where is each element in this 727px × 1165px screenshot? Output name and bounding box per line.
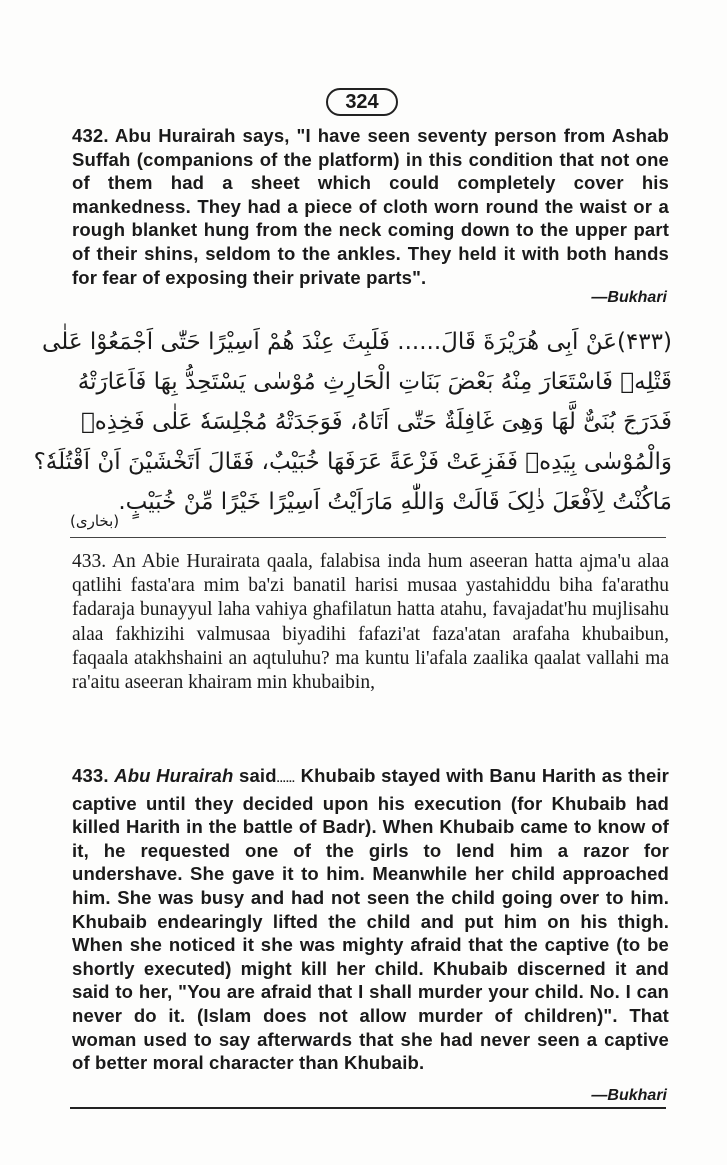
hadith-433-transliteration: 433. An Abie Hurairata qaala, falabisa inda hum aseeran hatta ajma'u alaa qatlihi fasta'ara mim ba'zi banatil harisi musaa yastahiddu biha fa'arathu fadaraja bunayyul laha vahiya ghafilatun hatta atahu, favajadat'hu mujlisahu alaa fakhizihi valmusaa biyadihi fafazi'at faza'atan arafaha khubaibun, faqaala atakhshaini an aqtuluhu? ma kuntu li'afala zaalika qaalat vallahi ma ra'aitu aseeran khairam min khubaibin, (72, 551, 669, 694)
said-label: said (239, 765, 277, 786)
arabic-line: مَاکُنْتُ لِاَفْعَلَ ذٰلِکَ قَالَتْ وَاللّٰهِ مَارَاَیْتُ اَسِیْرًا خَیْرًا مِّنْ خُبَیْبٍ. (118, 489, 672, 515)
page-number: 324 (326, 88, 398, 116)
hadith-432-english: 432. Abu Hurairah says, "I have seen seventy person from Ashab Suffah (companions of the platform) in this condition that not one of them had a sheet which could completely cover his mankedness. They had a piece of cloth worn round the waist or a rough blanket hung from the neck coming down to the upper part of their shins, seldom to the ankles. They held it with both hands for fear of exposing their private parts". (72, 125, 669, 288)
ellipsis: ...... (276, 773, 295, 785)
arabic-line: وَالْمُوْسٰی بِیَدِهٖ فَفَزِعَتْ فَزْعَةً عَرَفَهَا خُبَیْبٌ، فَقَالَ اَتَخْشَیْنَ اَنْ اَقْتُلَهٗ؟ (33, 449, 672, 475)
narrator-name: Abu Hurairah (114, 765, 234, 786)
hadith-432-source: —Bukhari (591, 289, 667, 306)
hadith-text: Khubaib stayed with Banu Harith as their captive until they decided upon his execution (for Khubaib had killed Harith in the battle of Badr). When Khubaib came to know of it, he requested one of the girls to lend him a razor for undershave. She gave it to him. Meanwhile her child approached him. She was busy and had not seen the child going over to him. Khubaib endearingly lifted the child and put him on his thigh. When she noticed it she was mighty afraid that the captive (to be shortly executed) might kill her child. Khubaib discerned it and said to her, "You are afraid that I shall murder your child. No. I can never do it. (Islam does not allow murder of children)". That woman used to say afterwards that she had never seen a captive of better moral character than Khubaib. (72, 765, 670, 1074)
hadith-number: 433. (72, 765, 109, 786)
hadith-433-english (72, 764, 669, 1075)
hadith-433-source: —Bukhari (591, 1087, 667, 1104)
arabic-line: فَدَرَجَ بُنَیٌّ لَّهَا وَهِیَ غَافِلَةٌ حَتّٰی اَتَاهُ، فَوَجَدَتْهُ مُجْلِسَهٗ عَلٰی فَخِذِهٖ (80, 409, 672, 435)
arabic-line: (۴۳۳)عَنْ اَبِی هُرَیْرَةَ قَالَ...... فَلَبِثَ عِنْدَ هُمْ اَسِیْرًا حَتّٰی اَجْمَعُوْا عَلٰی (42, 329, 672, 355)
hadith-433-arabic-source: (بخاری) (70, 512, 120, 530)
footer-rule (70, 1107, 666, 1109)
section-divider (70, 537, 666, 538)
arabic-line: قَتْلِهٖ فَاسْتَعَارَ مِنْهُ بَعْضَ بَنَاتِ الْحَارِثِ مُوْسٰی یَسْتَحِدُّ بِهَا فَاَعَارَتْهُ (77, 369, 672, 395)
